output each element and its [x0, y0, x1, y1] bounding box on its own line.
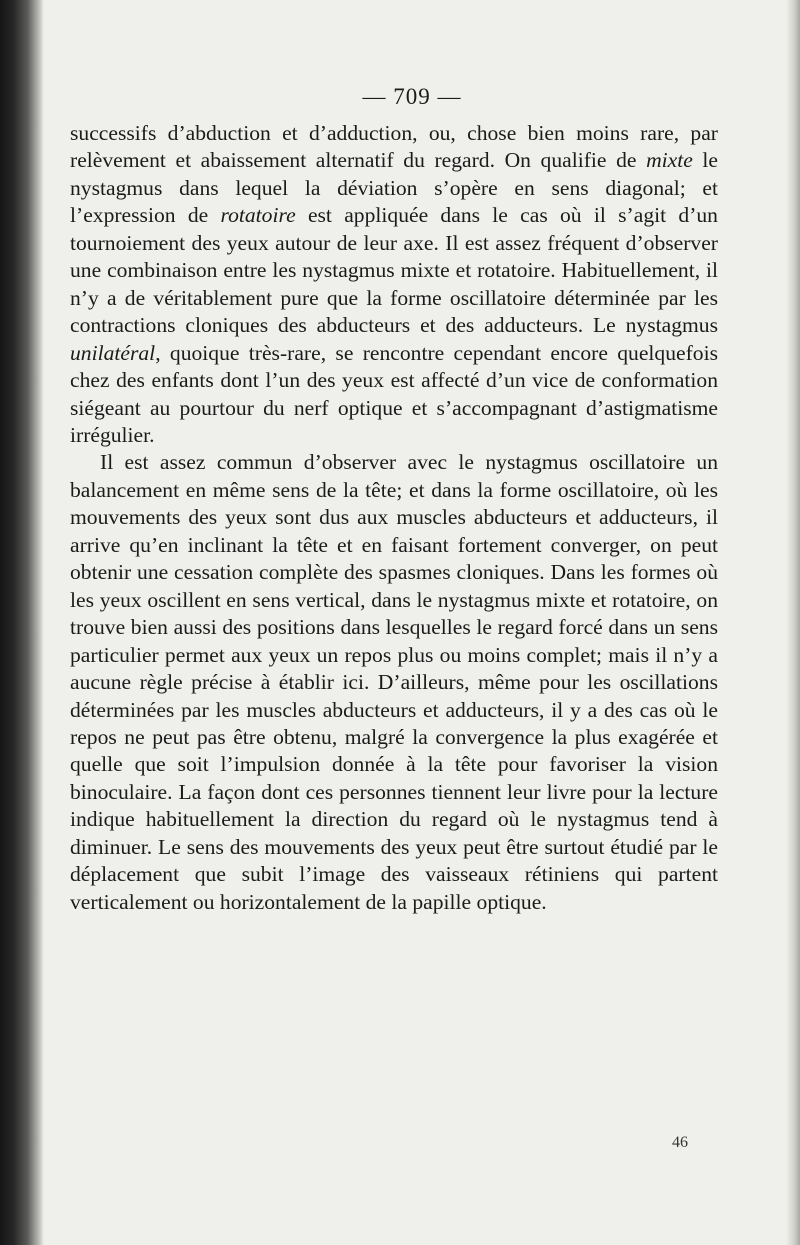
page-edge-shadow	[786, 0, 800, 1245]
term-mixte: mixte	[646, 148, 693, 173]
paragraph-1-tail: , quoique très-rare, se rencontre cependant encore quelquefois chez des enfants dont l’un des yeux est affecté d’un vice de conformation siégeant au pourtour du nerf optique et s’accompagnant d’astigmatisme irrégulier.	[70, 340, 718, 447]
term-unilateral: unilatéral	[70, 340, 156, 365]
paragraph-1-lead: successifs d’abduction et d’adduction, ou, chose bien moins rare, par relèvement et abaissement alternatif du regard. On qualifie de	[70, 121, 718, 173]
paragraph-1	[70, 120, 718, 449]
page-body	[70, 120, 718, 916]
page-binding-shadow	[0, 0, 44, 1245]
paragraph-1-mid1: le nystagmus dans lequel la déviation s’opère en sens diagonal; et l’expression de	[70, 148, 718, 228]
term-rotatoire: rotatoire	[220, 203, 296, 228]
page-number: — 709 —	[362, 84, 462, 109]
signature-mark: 46	[672, 1134, 688, 1151]
paragraph-2: Il est assez commun d’observer avec le nystagmus oscillatoire un balancement en même sens de la tête; et dans la forme oscillatoire, où les mouvements des yeux sont dus aux muscles abducteurs et adducteurs, il arrive qu’en inclinant la tête et en faisant fortement converger, on peut obtenir une cessation complète des spasmes cloniques. Dans les formes où les yeux oscillent en sens vertical, dans le nystagmus mixte et rotatoire, on trouve bien aussi des positions dans lesquelles le regard forcé dans un sens particulier permet aux yeux un repos plus ou moins complet; mais il n’y a aucune règle précise à établir ici. D’ailleurs, même pour les oscillations déterminées par les muscles abducteurs et adducteurs, il y a des cas où le repos ne peut pas être obtenu, malgré la convergence la plus exagérée et quelle que soit l’impulsion donnée à la tête pour favoriser la vision binoculaire. La façon dont ces personnes tiennent leur livre pour la lecture indique habituellement la direction du regard où le nystagmus tend à diminuer. Le sens des mouvements des yeux peut être surtout étudié par le déplacement que subit l’image des vaisseaux rétiniens qui partent verticalement ou horizontalement de la papille optique.	[70, 450, 718, 914]
book-page	[70, 84, 718, 916]
paragraph-1-mid2: est appliquée dans le cas où il s’agit d’un tournoiement des yeux autour de leur axe. Il est assez fréquent d’observer une combinaison entre les nystagmus mixte et rotatoire. Habituellement, il n’y a de véritablement pure que la forme oscillatoire déterminée par les contractions cloniques des abducteurs et des adducteurs. Le nystagmus	[70, 203, 718, 338]
